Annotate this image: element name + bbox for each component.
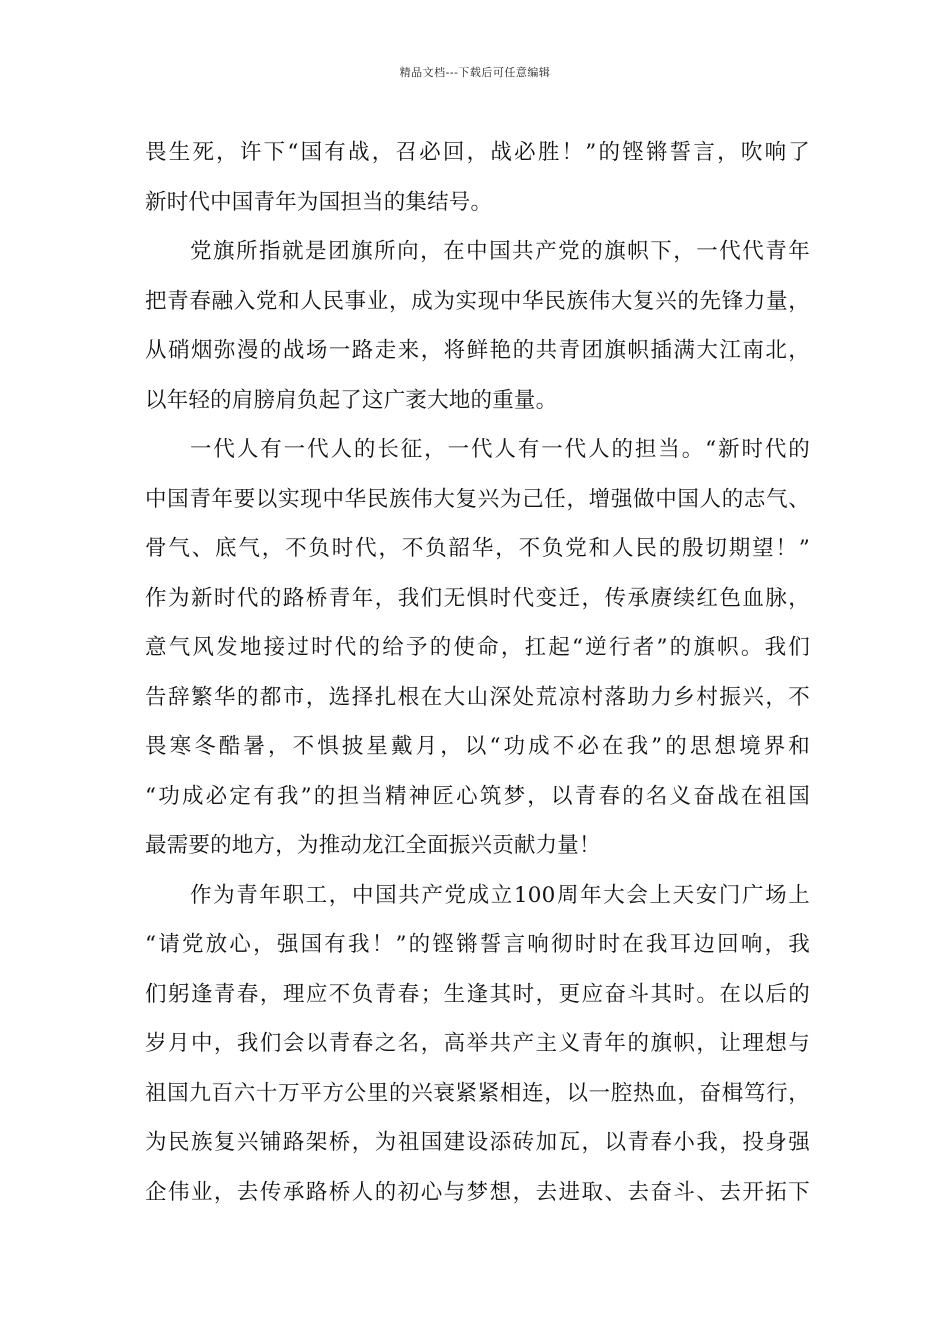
paragraph-line: 告辞繁华的都市，选择扎根在大山深处荒凉村落助力乡村振兴，不: [145, 684, 810, 710]
paragraph-line: 骨气、底气，不负时代，不负韶华，不负党和人民的殷切期望！”: [145, 536, 810, 561]
paragraph-line: 一代人有一代人的长征，一代人有一代人的担当。“新时代的: [190, 437, 810, 462]
paragraph-line: “功成必定有我”的担当精神匠心筑梦，以青春的名义奋战在祖国: [145, 783, 810, 809]
paragraph-line: 以年轻的肩膀肩负起了这广袤大地的重量。: [145, 387, 558, 413]
paragraph-line: 岁月中，我们会以青春之名，高举共产主义青年的旗帜，让理想与: [145, 1031, 810, 1056]
paragraph-line: 中国青年要以实现中华民族伟大复兴为己任，增强做中国人的志气、: [145, 486, 810, 512]
paragraph-line: 企伟业，去传承路桥人的初心与梦想，去进取、去奋斗、去开拓下: [145, 1179, 810, 1205]
paragraph-line: 最需要的地方，为推动龙江全面振兴贡献力量！: [145, 833, 601, 858]
paragraph-line: 为民族复兴铺路架桥，为祖国建设添砖加瓦，以青春小我，投身强: [145, 1130, 810, 1155]
paragraph-line: 新时代中国青年为国担当的集结号。: [145, 189, 493, 215]
paragraph-line: 作为青年职工，中国共产党成立100周年大会上天安门广场上: [190, 882, 810, 908]
paragraph-line: 畏寒冬酷暑，不惧披星戴月，以“功成不必在我”的思想境界和: [145, 734, 810, 759]
paragraph-line: 畏生死，许下“国有战，召必回，战必胜！”的铿锵誓言，吹响了: [145, 140, 810, 165]
page-header: 精品文档---下载后可任意编辑: [399, 66, 551, 79]
paragraph-line: 祖国九百六十万平方公里的兴衰紧紧相连，以一腔热血，奋楫笃行，: [145, 1080, 810, 1106]
paragraph-line: 作为新时代的路桥青年，我们无惧时代变迁，传承赓续红色血脉，: [145, 585, 810, 611]
paragraph-line: “请党放心，强国有我！”的铿锵誓言响彻时时在我耳边回响，我: [145, 932, 810, 957]
paragraph-line: 意气风发地接过时代的给予的使命，扛起“逆行者”的旗帜。我们: [145, 635, 810, 660]
paragraph-line: 党旗所指就是团旗所向，在中国共产党的旗帜下，一代代青年: [190, 239, 810, 264]
paragraph-line: 从硝烟弥漫的战场一路走来，将鲜艳的共青团旗帜插满大江南北，: [145, 338, 810, 363]
paragraph-line: 把青春融入党和人民事业，成为实现中华民族伟大复兴的先锋力量，: [145, 288, 810, 314]
document-body: [145, 128, 810, 1217]
paragraph-line: 们躬逢青春，理应不负青春；生逢其时，更应奋斗其时。在以后的: [145, 981, 810, 1007]
